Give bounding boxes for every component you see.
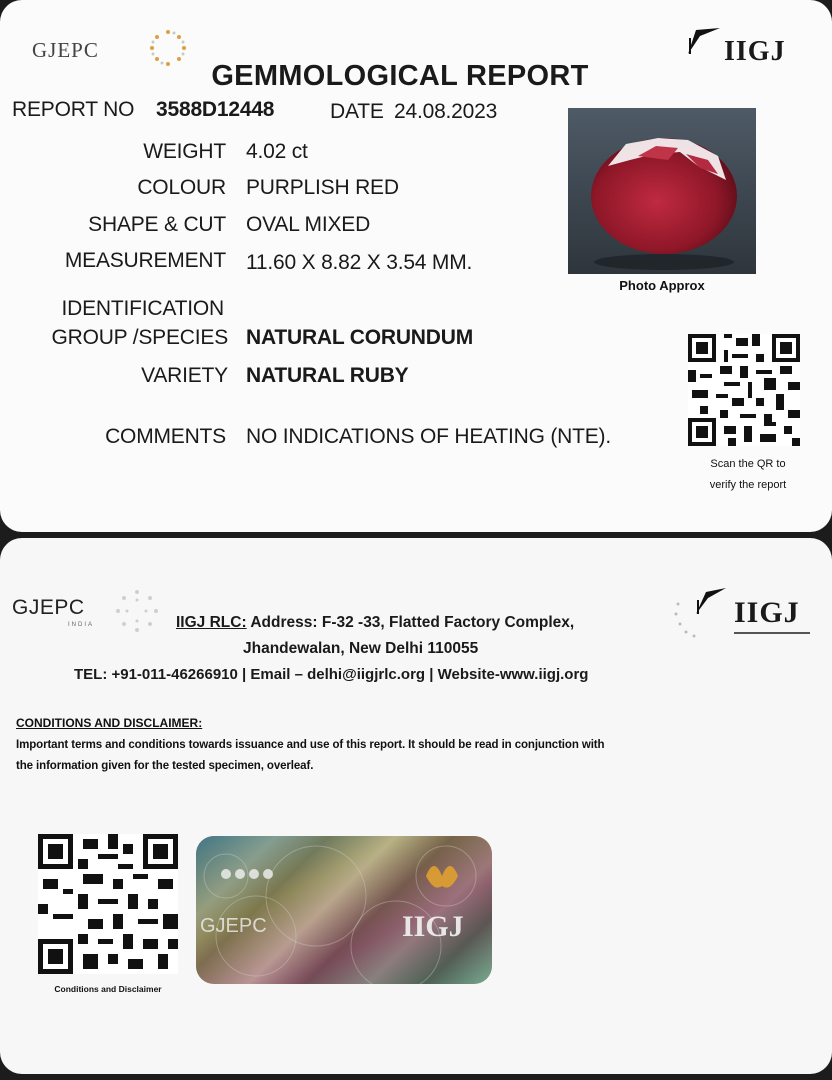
hologram-iigj-text: IIGJ (402, 910, 464, 943)
colour-label: COLOUR (137, 176, 226, 199)
photo-caption: Photo Approx (619, 278, 705, 293)
qr-code-icon (688, 334, 800, 446)
hologram-pattern (196, 836, 492, 984)
shape-cut-value: OVAL MIXED (246, 213, 371, 236)
address-label: IIGJ RLC: (176, 614, 247, 631)
gjepc-logo-back: GJEPC INDIA (12, 592, 162, 642)
conditions-qr-caption: Conditions and Disclaimer (54, 984, 162, 994)
iigj-arrow-icon (672, 584, 728, 640)
shape-cut-label: SHAPE & CUT (88, 213, 226, 236)
iigj-logo-back: IIGJ (672, 582, 822, 642)
gem-photo (568, 108, 756, 274)
iigj-logo: IIGJ (676, 24, 816, 74)
variety-value: NATURAL RUBY (246, 364, 409, 387)
conditions-text-line2: the information given for the tested specimen, overleaf. (16, 760, 314, 772)
iigj-arrow-icon (686, 26, 722, 56)
sunburst-icon (148, 28, 188, 68)
address-text: Address: F-32 -33, Flatted Factory Complex, (250, 614, 575, 631)
measurement-label: MEASUREMENT (64, 249, 226, 272)
colour-value: PURPLISH RED (246, 176, 399, 199)
report-back-card (0, 538, 832, 1074)
conditions-heading: CONDITIONS AND DISCLAIMER: (16, 716, 203, 730)
date-label: DATE (330, 100, 384, 123)
qr-code-icon (38, 834, 178, 974)
qr-caption-line2: verify the report (709, 479, 787, 491)
comments-label: COMMENTS (105, 425, 226, 448)
variety-label: VARIETY (141, 364, 228, 387)
gjepc-subtitle: INDIA (68, 622, 95, 628)
date-value: 24.08.2023 (394, 100, 498, 123)
qr-caption-line1: Scan the QR to (710, 458, 786, 470)
verify-qr-code[interactable] (688, 334, 800, 446)
address-line2: Jhandewalan, New Delhi 110055 (243, 640, 479, 657)
report-title: GEMMOLOGICAL REPORT (211, 60, 589, 92)
conditions-text-line1: Important terms and conditions towards issuance and use of this report. It should be read in conjunction with (16, 739, 605, 751)
group-species-label: GROUP /SPECIES (51, 326, 228, 349)
sunburst-icon (114, 588, 160, 634)
identification-label: IDENTIFICATION (61, 297, 224, 320)
hologram-gjepc-text: GJEPC (200, 915, 267, 937)
ruby-gem-image (568, 108, 756, 274)
group-species-value: NATURAL CORUNDUM (246, 326, 474, 349)
contact-line: TEL: +91-011-46266910 | Email – delhi@iigjrlc.org | Website-www.iigj.org (74, 666, 589, 683)
report-front-card (0, 0, 832, 532)
weight-label: WEIGHT (143, 140, 226, 163)
report-no-label: REPORT NO (12, 98, 135, 121)
address-line1 (176, 614, 574, 632)
security-hologram (196, 836, 492, 984)
iigj-underline (734, 632, 810, 634)
comments-value: NO INDICATIONS OF HEATING (NTE). (246, 425, 611, 448)
gjepc-logo: GJEPC (32, 34, 182, 68)
conditions-qr-code[interactable] (38, 834, 178, 974)
measurement-value: 11.60 X 8.82 X 3.54 MM. (246, 251, 473, 274)
weight-value: 4.02 ct (246, 140, 308, 163)
report-no-value: 3588D12448 (156, 98, 275, 121)
